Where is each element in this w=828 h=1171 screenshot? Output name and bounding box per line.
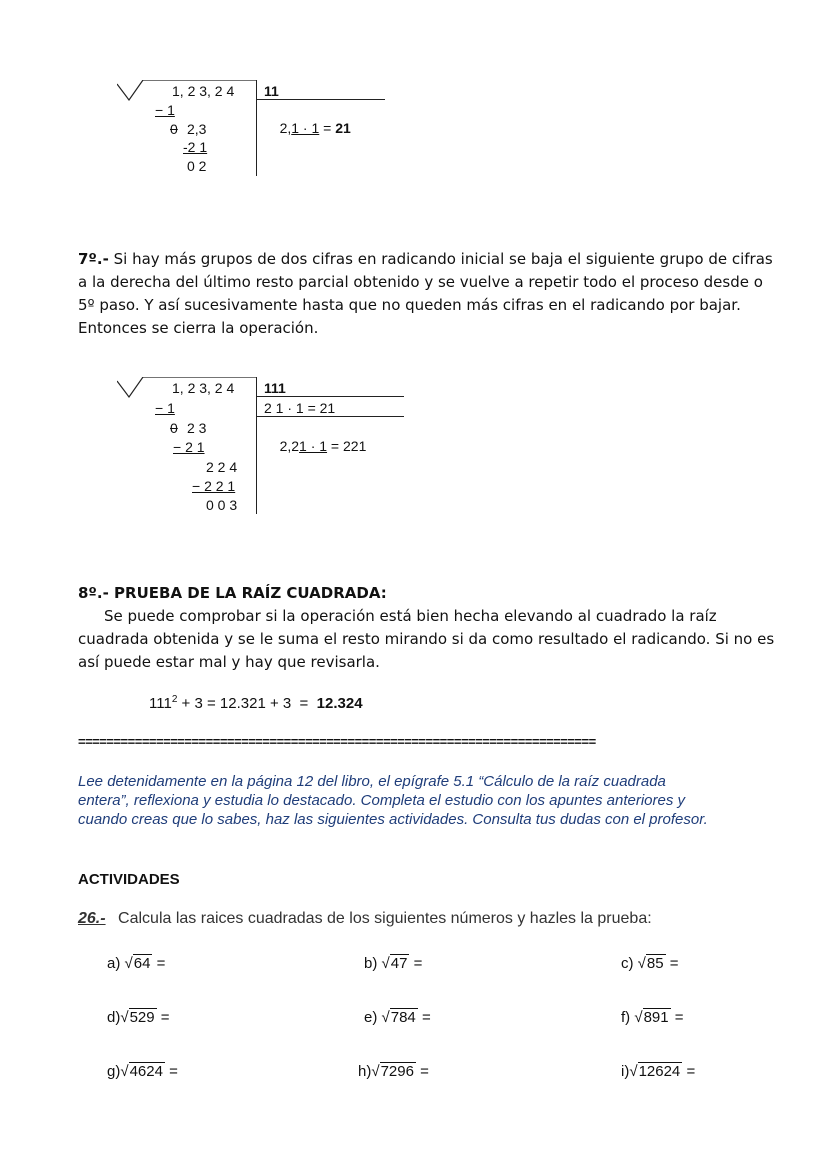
item-label: h) <box>358 1063 372 1080</box>
item-label: f) <box>621 1009 631 1026</box>
square-root-icon: √ <box>371 1063 380 1080</box>
exercise-item-f <box>621 1009 684 1026</box>
horizontal-divider-2a <box>256 396 404 397</box>
aux-underlined: 1 · 1 <box>291 120 320 136</box>
square-root-icon: √ <box>124 955 133 972</box>
step-8-heading: 8º.- PRUEBA DE LA RAÍZ CUADRADA: <box>78 584 387 602</box>
aux-calculation-2a: 2 1 · 1 = 21 <box>264 400 336 416</box>
step-7-paragraph <box>78 248 778 340</box>
exercise-26-prompt <box>78 910 652 928</box>
instruction-block <box>78 772 798 829</box>
exercise-text: Calcula las raices cuadradas de los siguientes números y hazles la prueba: <box>118 910 652 927</box>
step2-003: 0 0 3 <box>206 497 238 513</box>
step-7-heading: 7º.- <box>78 250 109 268</box>
exercise-item-g <box>107 1063 178 1080</box>
item-value: 85 <box>646 955 664 972</box>
item-value: 4624 <box>129 1063 163 1080</box>
step-7-text: Si hay más grupos de dos cifras en radicando inicial se baja el siguiente grupo de cifras a la derecha del último resto parcial obtenido y se vuelve a repetir todo el proceso desde o 5º paso. Y así sucesivamente hasta que no queden más cifras en el radicando por bajar. Entonces se cierra la operación. <box>78 250 773 337</box>
separator-line: ========================================================================= <box>78 734 596 749</box>
item-label: d) <box>107 1009 121 1026</box>
exercise-item-b <box>364 955 422 972</box>
step2-minus-21: − 2 1 <box>173 439 205 455</box>
square-root-icon: √ <box>381 955 390 972</box>
equals-sign: = <box>669 955 679 972</box>
step2-zero: 0 <box>170 420 178 436</box>
step2-224: 2 2 4 <box>206 459 238 475</box>
item-value: 64 <box>133 955 151 972</box>
item-value: 47 <box>390 955 408 972</box>
equals-sign: = <box>413 955 423 972</box>
item-label: b) <box>364 955 378 972</box>
item-value: 784 <box>390 1009 416 1026</box>
exercise-item-i <box>621 1063 695 1080</box>
aux-prefix: 2, <box>279 120 292 136</box>
equals-sign: = <box>420 1063 429 1080</box>
item-label: c) <box>621 955 634 972</box>
instruction-line-1: Lee detenidamente en la página 12 del libro, el epígrafe 5.1 “Cálculo de la raíz cuadrada <box>78 773 666 790</box>
step2-23: 2 3 <box>187 420 207 436</box>
exercise-item-d <box>107 1009 170 1026</box>
aux-calculation-2b <box>264 419 366 473</box>
proof-result: 12.324 <box>316 695 363 712</box>
square-root-icon: √ <box>120 1009 129 1026</box>
step-minus-21: -2 1 <box>183 139 208 155</box>
step2-minus-221: − 2 2 1 <box>192 478 236 494</box>
step-23: 2,3 <box>187 121 207 137</box>
equals-sign: = <box>160 1009 170 1026</box>
item-value: 7296 <box>380 1063 414 1080</box>
square-root-icon: √ <box>634 1009 643 1026</box>
square-root-icon: √ <box>637 955 646 972</box>
aux2-suffix: = 221 <box>327 438 367 454</box>
aux2-prefix: 2,2 <box>279 438 300 454</box>
square-root-icon: √ <box>629 1063 638 1080</box>
radicand-1: 1, 2 3, 2 4 <box>172 83 235 99</box>
exercise-item-h <box>358 1063 429 1080</box>
equals-sign: = <box>156 955 166 972</box>
root-result-1: 11 <box>264 83 279 99</box>
aux-equals: = <box>319 120 336 136</box>
radicand-2: 1, 2 3, 2 4 <box>172 380 235 396</box>
instruction-line-2: entera”, reflexiona y estudia lo destacado. Completa el estudio con los apuntes anteriores y <box>78 792 686 809</box>
aux-result: 21 <box>335 120 351 136</box>
step-8-text: Se puede comprobar si la operación está bien hecha elevando al cuadrado la raíz cuadrada obtenida y se le suma el resto mirando si da como resultado el radicando. Si no es así puede estar mal y hay que revisarla. <box>78 607 775 671</box>
item-value: 891 <box>643 1009 669 1026</box>
equals-sign: = <box>674 1009 684 1026</box>
proof-equation <box>149 694 363 712</box>
item-label: e) <box>364 1009 378 1026</box>
square-root-icon: √ <box>120 1063 129 1080</box>
exercise-item-a <box>107 955 165 972</box>
step2-minus-1: − 1 <box>155 400 175 416</box>
activities-title: ACTIVIDADES <box>78 871 180 888</box>
instruction-line-3: cuando creas que lo sabes, haz las siguientes actividades. Consulta tus dudas con el profesor. <box>78 811 708 828</box>
horizontal-divider-1 <box>256 99 385 100</box>
exercise-item-c <box>621 955 679 972</box>
proof-base: 111 <box>149 695 172 712</box>
equals-sign: = <box>169 1063 178 1080</box>
vertical-divider-2 <box>256 377 257 514</box>
horizontal-divider-2b <box>256 416 404 417</box>
aux-calculation-1 <box>264 101 351 155</box>
proof-rest: + 3 = 12.321 + 3 = <box>177 695 317 712</box>
root-result-2: 111 <box>264 380 286 396</box>
step-02: 0 2 <box>187 158 207 174</box>
step-zero: 0 <box>170 121 178 137</box>
square-root-icon: √ <box>381 1009 390 1026</box>
vertical-divider-1 <box>256 80 257 176</box>
item-value: 12624 <box>638 1063 681 1080</box>
exercise-number: 26.- <box>78 910 106 927</box>
equals-sign: = <box>686 1063 696 1080</box>
aux2-underlined: 1 · 1 <box>299 438 328 454</box>
equals-sign: = <box>421 1009 431 1026</box>
item-label: i) <box>621 1063 630 1080</box>
proof-exponent: 2 <box>171 694 178 705</box>
item-label: g) <box>107 1063 121 1080</box>
item-label: a) <box>107 955 121 972</box>
step-minus-1: − 1 <box>155 102 175 118</box>
exercise-item-e <box>364 1009 431 1026</box>
item-value: 529 <box>129 1009 155 1026</box>
